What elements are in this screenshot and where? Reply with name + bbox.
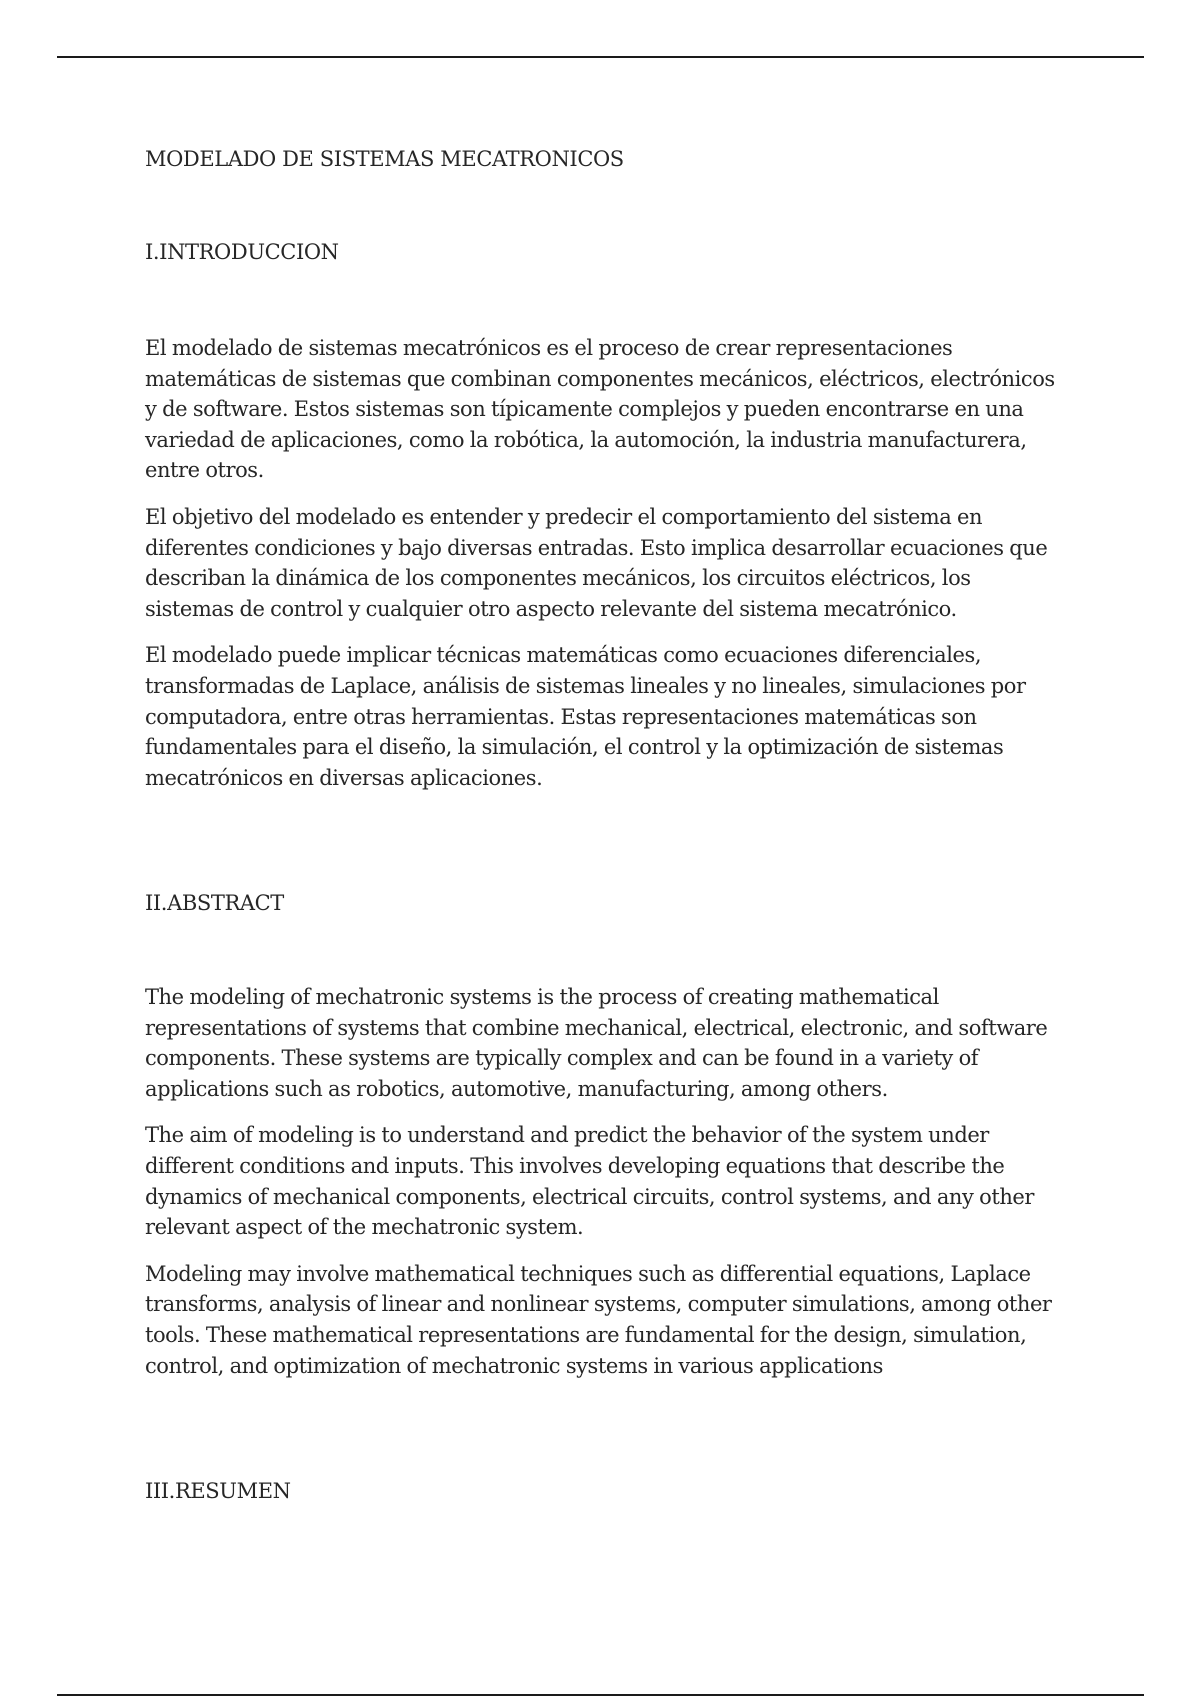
footer-rule bbox=[57, 1694, 1144, 1696]
header-rule bbox=[57, 56, 1144, 58]
section-heading-resumen: III.RESUMEN bbox=[145, 1479, 291, 1503]
section-body-introduccion bbox=[145, 333, 1065, 809]
paragraph: El modelado puede implicar técnicas matemáticas como ecuaciones diferenciales, transformadas de Laplace, análisis de sistemas lineales y no lineales, simulaciones por computadora, entre otras herramientas. Estas representaciones matemáticas son fundamentales para el diseño, la simulación, el control y la optimización de sistemas mecatrónicos en diversas aplicaciones. bbox=[145, 643, 1026, 790]
paragraph: Modeling may involve mathematical techniques such as differential equations, Laplace transforms, analysis of linear and nonlinear systems, computer simulations, among other tools. These mathematical representations are fundamental for the design, simulation, control, and optimization of mechatronic systems in various applications bbox=[145, 1261, 1052, 1378]
paragraph: El objetivo del modelado es entender y predecir el comportamiento del sistema en diferentes condiciones y bajo diversas entradas. Esto implica desarrollar ecuaciones que describan la dinámica de los componentes mecánicos, los circuitos eléctricos, los sistemas de control y cualquier otro aspecto relevante del sistema mecatrónico. bbox=[145, 504, 1048, 621]
section-body-abstract bbox=[145, 982, 1065, 1397]
paragraph: The aim of modeling is to understand and predict the behavior of the system under different conditions and inputs. This involves developing equations that describe the dynamics of mechanical components, electrical circuits, control systems, and any other relevant aspect of the mechatronic system. bbox=[145, 1123, 1034, 1240]
document-title: MODELADO DE SISTEMAS MECATRONICOS bbox=[145, 147, 624, 171]
section-heading-introduccion: I.INTRODUCCION bbox=[145, 240, 339, 264]
paragraph: El modelado de sistemas mecatrónicos es el proceso de crear representaciones matemáticas de sistemas que combinan componentes mecánicos, eléctricos, electrónicos y de software. Estos sistemas son típicamente complejos y pueden encontrarse en una variedad de aplicaciones, como la robótica, la automoción, la industria manufacturera, entre otros. bbox=[145, 336, 1055, 483]
section-heading-abstract: II.ABSTRACT bbox=[145, 891, 284, 915]
paragraph: The modeling of mechatronic systems is the process of creating mathematical representations of systems that combine mechanical, electrical, electronic, and software components. These systems are typically complex and can be found in a variety of applications such as robotics, automotive, manufacturing, among others. bbox=[145, 985, 1048, 1101]
